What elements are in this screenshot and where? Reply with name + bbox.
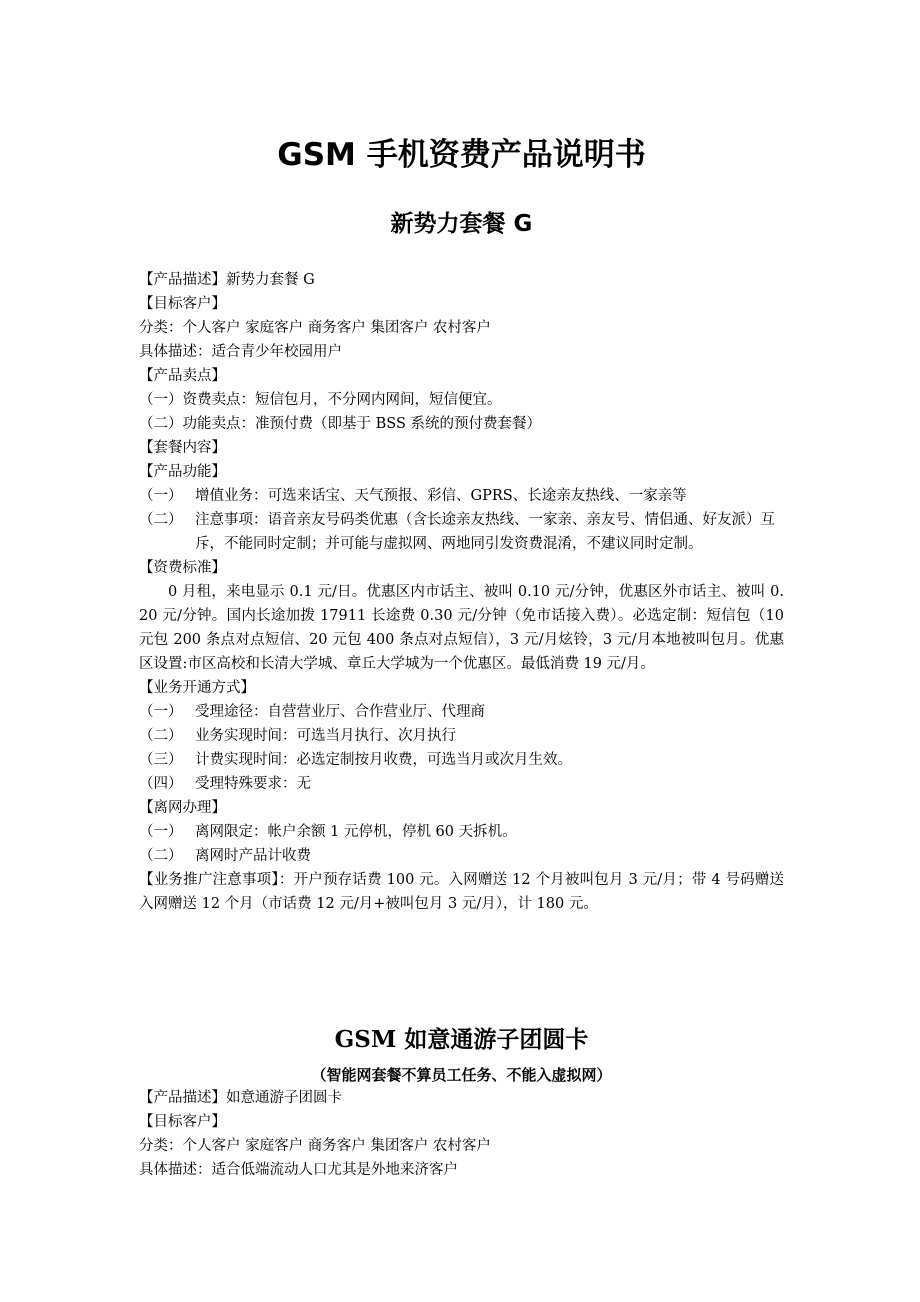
selling-point-function: （二）功能卖点：准预付费（即基于 BSS 系统的预付费套餐）: [139, 416, 541, 432]
product-description: 【产品描述】新势力套餐 G: [139, 272, 315, 288]
service-open-header: 【业务开通方式】: [139, 680, 255, 696]
list-number: （四）: [139, 776, 183, 792]
open-item: [139, 748, 784, 772]
leave-item: [139, 844, 784, 868]
section-heading-ruyitong: GSM 如意通游子团圆卡: [334, 1026, 589, 1053]
product-function-header: 【产品功能】: [139, 464, 226, 480]
list-text: 受理途径：自营营业厅、合作营业厅、代理商: [195, 704, 485, 720]
list-number: （一）: [139, 488, 183, 504]
selling-point-fee: （一）资费卖点：短信包月，不分网内网间，短信便宜。: [139, 392, 502, 408]
section-note: （智能网套餐不算员工任务、不能入虚拟网）: [311, 1066, 612, 1084]
fee-standard-header: 【资费标准】: [139, 560, 226, 576]
promotion-notes: 【业务推广注意事项】：开户预存话费 100 元。入网赠送 12 个月被叫包月 3 元/月；带 4 号码赠送入网赠送 12 个月（市话费 12 元/月+被叫包月 3 元/月），计 180 元。: [139, 872, 784, 912]
fee-standard-text: 0 月租，来电显示 0.1 元/日。优惠区内市话主、被叫 0.10 元/分钟，优惠区外市话主、被叫 0.20 元/分钟。国内长途加拨 17911 长途费 0.30 元/分钟（免市话接入费）。必选定制：短信包（10 元包 200 条点对点短信、20 元包 400 条点对点短信），3 元/月炫铃，3 元/月本地被叫包月。优惠区设置:市区高校和长清大学城、章丘大学城为一个优惠区。最低消费 19 元/月。: [139, 584, 784, 672]
open-item: [139, 724, 784, 748]
product-description: 【产品描述】如意通游子团圆卡: [139, 1090, 342, 1106]
list-text: 注意事项：语音亲友号码类优惠（含长途亲友热线、一家亲、亲友号、情侣通、好友派）互斥，不能同时定制；并可能与虚拟网、两地同引发资费混淆，不建议同时定制。: [195, 512, 775, 552]
selling-point-header: 【产品卖点】: [139, 368, 226, 384]
list-number: （二）: [139, 848, 183, 864]
list-number: （二）: [139, 728, 183, 744]
open-item: [139, 700, 784, 724]
customer-category: 分类：个人客户 家庭客户 商务客户 集团客户 农村客户: [139, 1138, 491, 1154]
list-number: （二）: [139, 512, 183, 528]
customer-specific: 具体描述：适合青少年校园用户: [139, 344, 342, 360]
leave-network-header: 【离网办理】: [139, 800, 226, 816]
section-body-ruyitong: [139, 1086, 784, 1182]
target-customer-header: 【目标客户】: [139, 1114, 226, 1130]
document-title: GSM 手机资费产品说明书: [277, 137, 646, 173]
function-item: [139, 508, 784, 556]
list-number: （三）: [139, 752, 183, 768]
package-content-header: 【套餐内容】: [139, 440, 226, 456]
target-customer-header: 【目标客户】: [139, 296, 226, 312]
leave-item: [139, 820, 784, 844]
list-text: 受理特殊要求：无: [195, 776, 311, 792]
section-body-xinshili: [139, 268, 784, 916]
customer-category: 分类：个人客户 家庭客户 商务客户 集团客户 农村客户: [139, 320, 491, 336]
section-heading-xinshili: 新势力套餐 G: [390, 211, 533, 237]
customer-specific: 具体描述：适合低端流动人口尤其是外地来济客户: [139, 1162, 458, 1178]
list-number: （一）: [139, 704, 183, 720]
open-item: [139, 772, 784, 796]
list-text: 计费实现时间：必选定制按月收费，可选当月或次月生效。: [195, 752, 572, 768]
list-text: 离网限定：帐户余额 1 元停机，停机 60 天拆机。: [195, 824, 517, 840]
list-text: 增值业务：可选来话宝、天气预报、彩信、GPRS、长途亲友热线、一家亲等: [195, 488, 687, 504]
list-number: （一）: [139, 824, 183, 840]
function-item: [139, 484, 784, 508]
list-text: 离网时产品计收费: [195, 848, 311, 864]
list-text: 业务实现时间：可选当月执行、次月执行: [195, 728, 456, 744]
